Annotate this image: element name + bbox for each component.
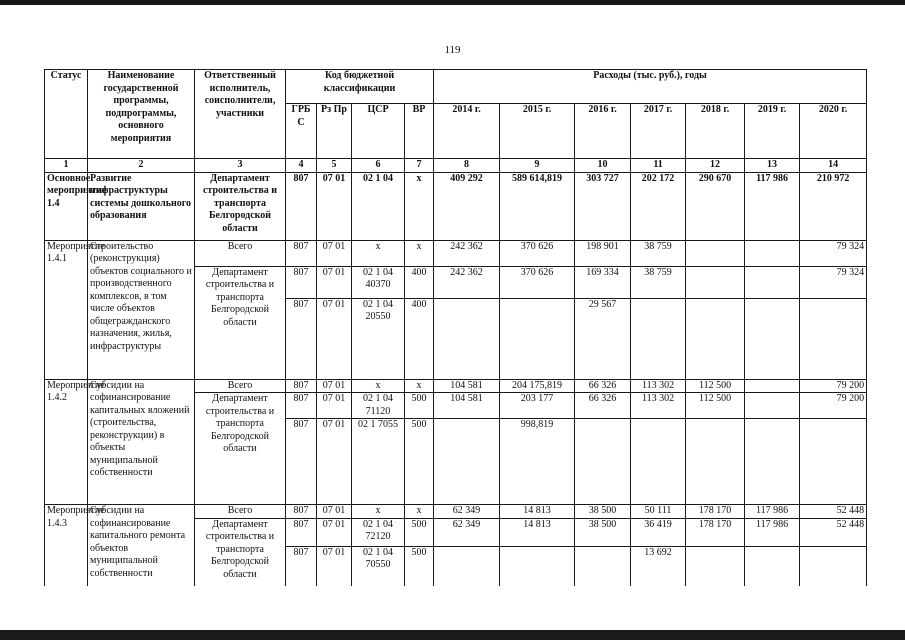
cell-2020: [800, 546, 867, 586]
cell-grbs: 807: [286, 518, 317, 546]
cell-2018: [686, 266, 745, 298]
column-number: 7: [405, 159, 434, 173]
cell-2016: 29 567: [575, 298, 631, 379]
cell-2015: [500, 546, 575, 586]
cell-csr: 02 1 04 72120: [352, 518, 405, 546]
cell-vr: х: [405, 172, 434, 240]
column-number: 13: [745, 159, 800, 173]
cell-csr: 02 1 04 20550: [352, 298, 405, 379]
cell-2020: 79 200: [800, 393, 867, 419]
event-responsible-total: Всего: [195, 505, 286, 519]
cell-rzpr: 07 01: [317, 240, 352, 266]
column-numbers-row: [45, 159, 867, 173]
cell-2014: 62 349: [434, 518, 500, 546]
cell-2018: [686, 298, 745, 379]
cell-2015: 14 813: [500, 505, 575, 519]
cell-grbs: 807: [286, 379, 317, 393]
header-csr: ЦСР: [352, 104, 405, 159]
cell-2014: 409 292: [434, 172, 500, 240]
cell-2019: 117 986: [745, 505, 800, 519]
cell-2019: [745, 419, 800, 505]
cell-2015: 203 177: [500, 393, 575, 419]
cell-csr: 02 1 04 40370: [352, 266, 405, 298]
cell-2015: [500, 298, 575, 379]
cell-vr: 400: [405, 298, 434, 379]
header-budget-code: Код бюджетной классификации: [286, 70, 434, 104]
cell-2017: [631, 419, 686, 505]
cell-2015: 998,819: [500, 419, 575, 505]
cell-csr: 02 1 04: [352, 172, 405, 240]
cell-2017: 36 419: [631, 518, 686, 546]
cell-2020: 79 324: [800, 266, 867, 298]
cell-2016: 303 727: [575, 172, 631, 240]
cell-2019: 117 986: [745, 172, 800, 240]
cell-csr: х: [352, 379, 405, 393]
header-year: 2014 г.: [434, 104, 500, 159]
cell-2018: 178 170: [686, 505, 745, 519]
column-number: 8: [434, 159, 500, 173]
cell-2016: [575, 546, 631, 586]
event-name: Строительство (реконструкция) объектов социального и производственного комплексов, в том числе объектов общегражданского назначения, жилья, инфраструктуры: [88, 240, 195, 379]
cell-2017: 50 111: [631, 505, 686, 519]
cell-rzpr: 07 01: [317, 298, 352, 379]
header-name: Наименование государственной программы, подпрограммы, основного мероприятия: [88, 70, 195, 159]
cell-csr: х: [352, 240, 405, 266]
main-event-responsible: Департамент строительства и транспорта Белгородской области: [195, 172, 286, 240]
cell-2014: 242 362: [434, 266, 500, 298]
cell-2014: 104 581: [434, 393, 500, 419]
cell-2015: 204 175,819: [500, 379, 575, 393]
cell-2020: 79 324: [800, 240, 867, 266]
column-number: 11: [631, 159, 686, 173]
cell-2016: 169 334: [575, 266, 631, 298]
cell-vr: х: [405, 379, 434, 393]
cell-grbs: 807: [286, 240, 317, 266]
cell-2014: [434, 298, 500, 379]
cell-2018: [686, 419, 745, 505]
cell-2019: [745, 546, 800, 586]
column-number: 4: [286, 159, 317, 173]
header-vr: ВР: [405, 104, 434, 159]
cell-2017: [631, 298, 686, 379]
cell-vr: 400: [405, 266, 434, 298]
cell-2017: 38 759: [631, 266, 686, 298]
cell-grbs: 807: [286, 505, 317, 519]
cell-2017: 13 692: [631, 546, 686, 586]
header-year: 2018 г.: [686, 104, 745, 159]
event-responsible-dept: Департамент строительства и транспорта Белгородской области: [195, 518, 286, 586]
header-year: 2020 г.: [800, 104, 867, 159]
cell-2019: [745, 240, 800, 266]
cell-2020: 210 972: [800, 172, 867, 240]
cell-2019: [745, 266, 800, 298]
event-responsible-total: Всего: [195, 240, 286, 266]
cell-2018: 178 170: [686, 518, 745, 546]
header-year: 2017 г.: [631, 104, 686, 159]
cell-csr: 02 1 04 70550: [352, 546, 405, 586]
cell-2016: [575, 419, 631, 505]
scan-edge-top: [0, 0, 905, 5]
cell-rzpr: 07 01: [317, 546, 352, 586]
cell-2017: 113 302: [631, 393, 686, 419]
header-row: [45, 70, 867, 104]
cell-vr: х: [405, 240, 434, 266]
cell-2019: [745, 379, 800, 393]
event-row-total: [45, 240, 867, 266]
column-number: 9: [500, 159, 575, 173]
header-grbs: ГРБ С: [286, 104, 317, 159]
event-name: Субсидии на софинансирование капитального ремонта объектов муниципальной собственности: [88, 505, 195, 587]
cell-2014: 242 362: [434, 240, 500, 266]
cell-2018: [686, 240, 745, 266]
cell-grbs: 807: [286, 298, 317, 379]
cell-2020: 52 448: [800, 518, 867, 546]
cell-2014: [434, 419, 500, 505]
event-responsible-dept: Департамент строительства и транспорта Белгородской области: [195, 393, 286, 505]
cell-2019: [745, 393, 800, 419]
scan-edge-bottom: [0, 630, 905, 640]
cell-rzpr: 07 01: [317, 266, 352, 298]
cell-vr: 500: [405, 419, 434, 505]
main-event-name: Развитие инфраструктуры системы дошкольного образования: [88, 172, 195, 240]
cell-grbs: 807: [286, 393, 317, 419]
column-number: 6: [352, 159, 405, 173]
header-rzpr: Рз Пр: [317, 104, 352, 159]
header-expenses: Расходы (тыс. руб.), годы: [434, 70, 867, 104]
cell-2016: 66 326: [575, 393, 631, 419]
event-row-total: [45, 379, 867, 393]
cell-vr: 500: [405, 393, 434, 419]
cell-2019: [745, 298, 800, 379]
header-year: 2016 г.: [575, 104, 631, 159]
cell-2019: 117 986: [745, 518, 800, 546]
event-row-total: [45, 505, 867, 519]
cell-rzpr: 07 01: [317, 518, 352, 546]
cell-rzpr: 07 01: [317, 172, 352, 240]
header-status: Статус: [45, 70, 88, 159]
cell-2020: 79 200: [800, 379, 867, 393]
cell-2014: 104 581: [434, 379, 500, 393]
cell-2016: 38 500: [575, 518, 631, 546]
cell-csr: 02 1 7055: [352, 419, 405, 505]
header-responsible: Ответственный исполнитель, соисполнители, участники: [195, 70, 286, 159]
cell-2020: 52 448: [800, 505, 867, 519]
column-number: 1: [45, 159, 88, 173]
cell-grbs: 807: [286, 419, 317, 505]
event-status: Мероприятие 1.4.3: [45, 505, 88, 587]
column-number: 2: [88, 159, 195, 173]
cell-2016: 38 500: [575, 505, 631, 519]
cell-csr: х: [352, 505, 405, 519]
cell-2015: 14 813: [500, 518, 575, 546]
column-number: 14: [800, 159, 867, 173]
cell-2017: 113 302: [631, 379, 686, 393]
cell-grbs: 807: [286, 172, 317, 240]
cell-grbs: 807: [286, 546, 317, 586]
cell-grbs: 807: [286, 266, 317, 298]
cell-2016: 66 326: [575, 379, 631, 393]
cell-vr: 500: [405, 518, 434, 546]
cell-2018: 112 500: [686, 379, 745, 393]
cell-2015: 589 614,819: [500, 172, 575, 240]
cell-2015: 370 626: [500, 240, 575, 266]
cell-rzpr: 07 01: [317, 379, 352, 393]
cell-2015: 370 626: [500, 266, 575, 298]
main-event-row: [45, 172, 867, 240]
event-responsible-dept: Департамент строительства и транспорта Белгородской области: [195, 266, 286, 379]
cell-2018: [686, 546, 745, 586]
page-number: 119: [444, 44, 461, 56]
column-number: 5: [317, 159, 352, 173]
cell-2017: 202 172: [631, 172, 686, 240]
event-responsible-total: Всего: [195, 379, 286, 393]
header-year: 2019 г.: [745, 104, 800, 159]
cell-2020: [800, 298, 867, 379]
cell-vr: х: [405, 505, 434, 519]
cell-2014: [434, 546, 500, 586]
header-year: 2015 г.: [500, 104, 575, 159]
cell-rzpr: 07 01: [317, 505, 352, 519]
cell-csr: 02 1 04 71120: [352, 393, 405, 419]
column-number: 12: [686, 159, 745, 173]
event-status: Мероприятие 1.4.2: [45, 379, 88, 505]
budget-table: [44, 69, 867, 586]
cell-rzpr: 07 01: [317, 419, 352, 505]
cell-2018: 290 670: [686, 172, 745, 240]
column-number: 3: [195, 159, 286, 173]
cell-vr: 500: [405, 546, 434, 586]
cell-2018: 112 500: [686, 393, 745, 419]
main-event-status: Основное мероприятие 1.4: [45, 172, 88, 240]
cell-rzpr: 07 01: [317, 393, 352, 419]
event-status: Мероприятие 1.4.1: [45, 240, 88, 379]
column-number: 10: [575, 159, 631, 173]
cell-2014: 62 349: [434, 505, 500, 519]
cell-2016: 198 901: [575, 240, 631, 266]
cell-2020: [800, 419, 867, 505]
event-name: Субсидии на софинансирование капитальных вложений (строительства, реконструкции) в объекты муниципальной собственности: [88, 379, 195, 505]
cell-2017: 38 759: [631, 240, 686, 266]
